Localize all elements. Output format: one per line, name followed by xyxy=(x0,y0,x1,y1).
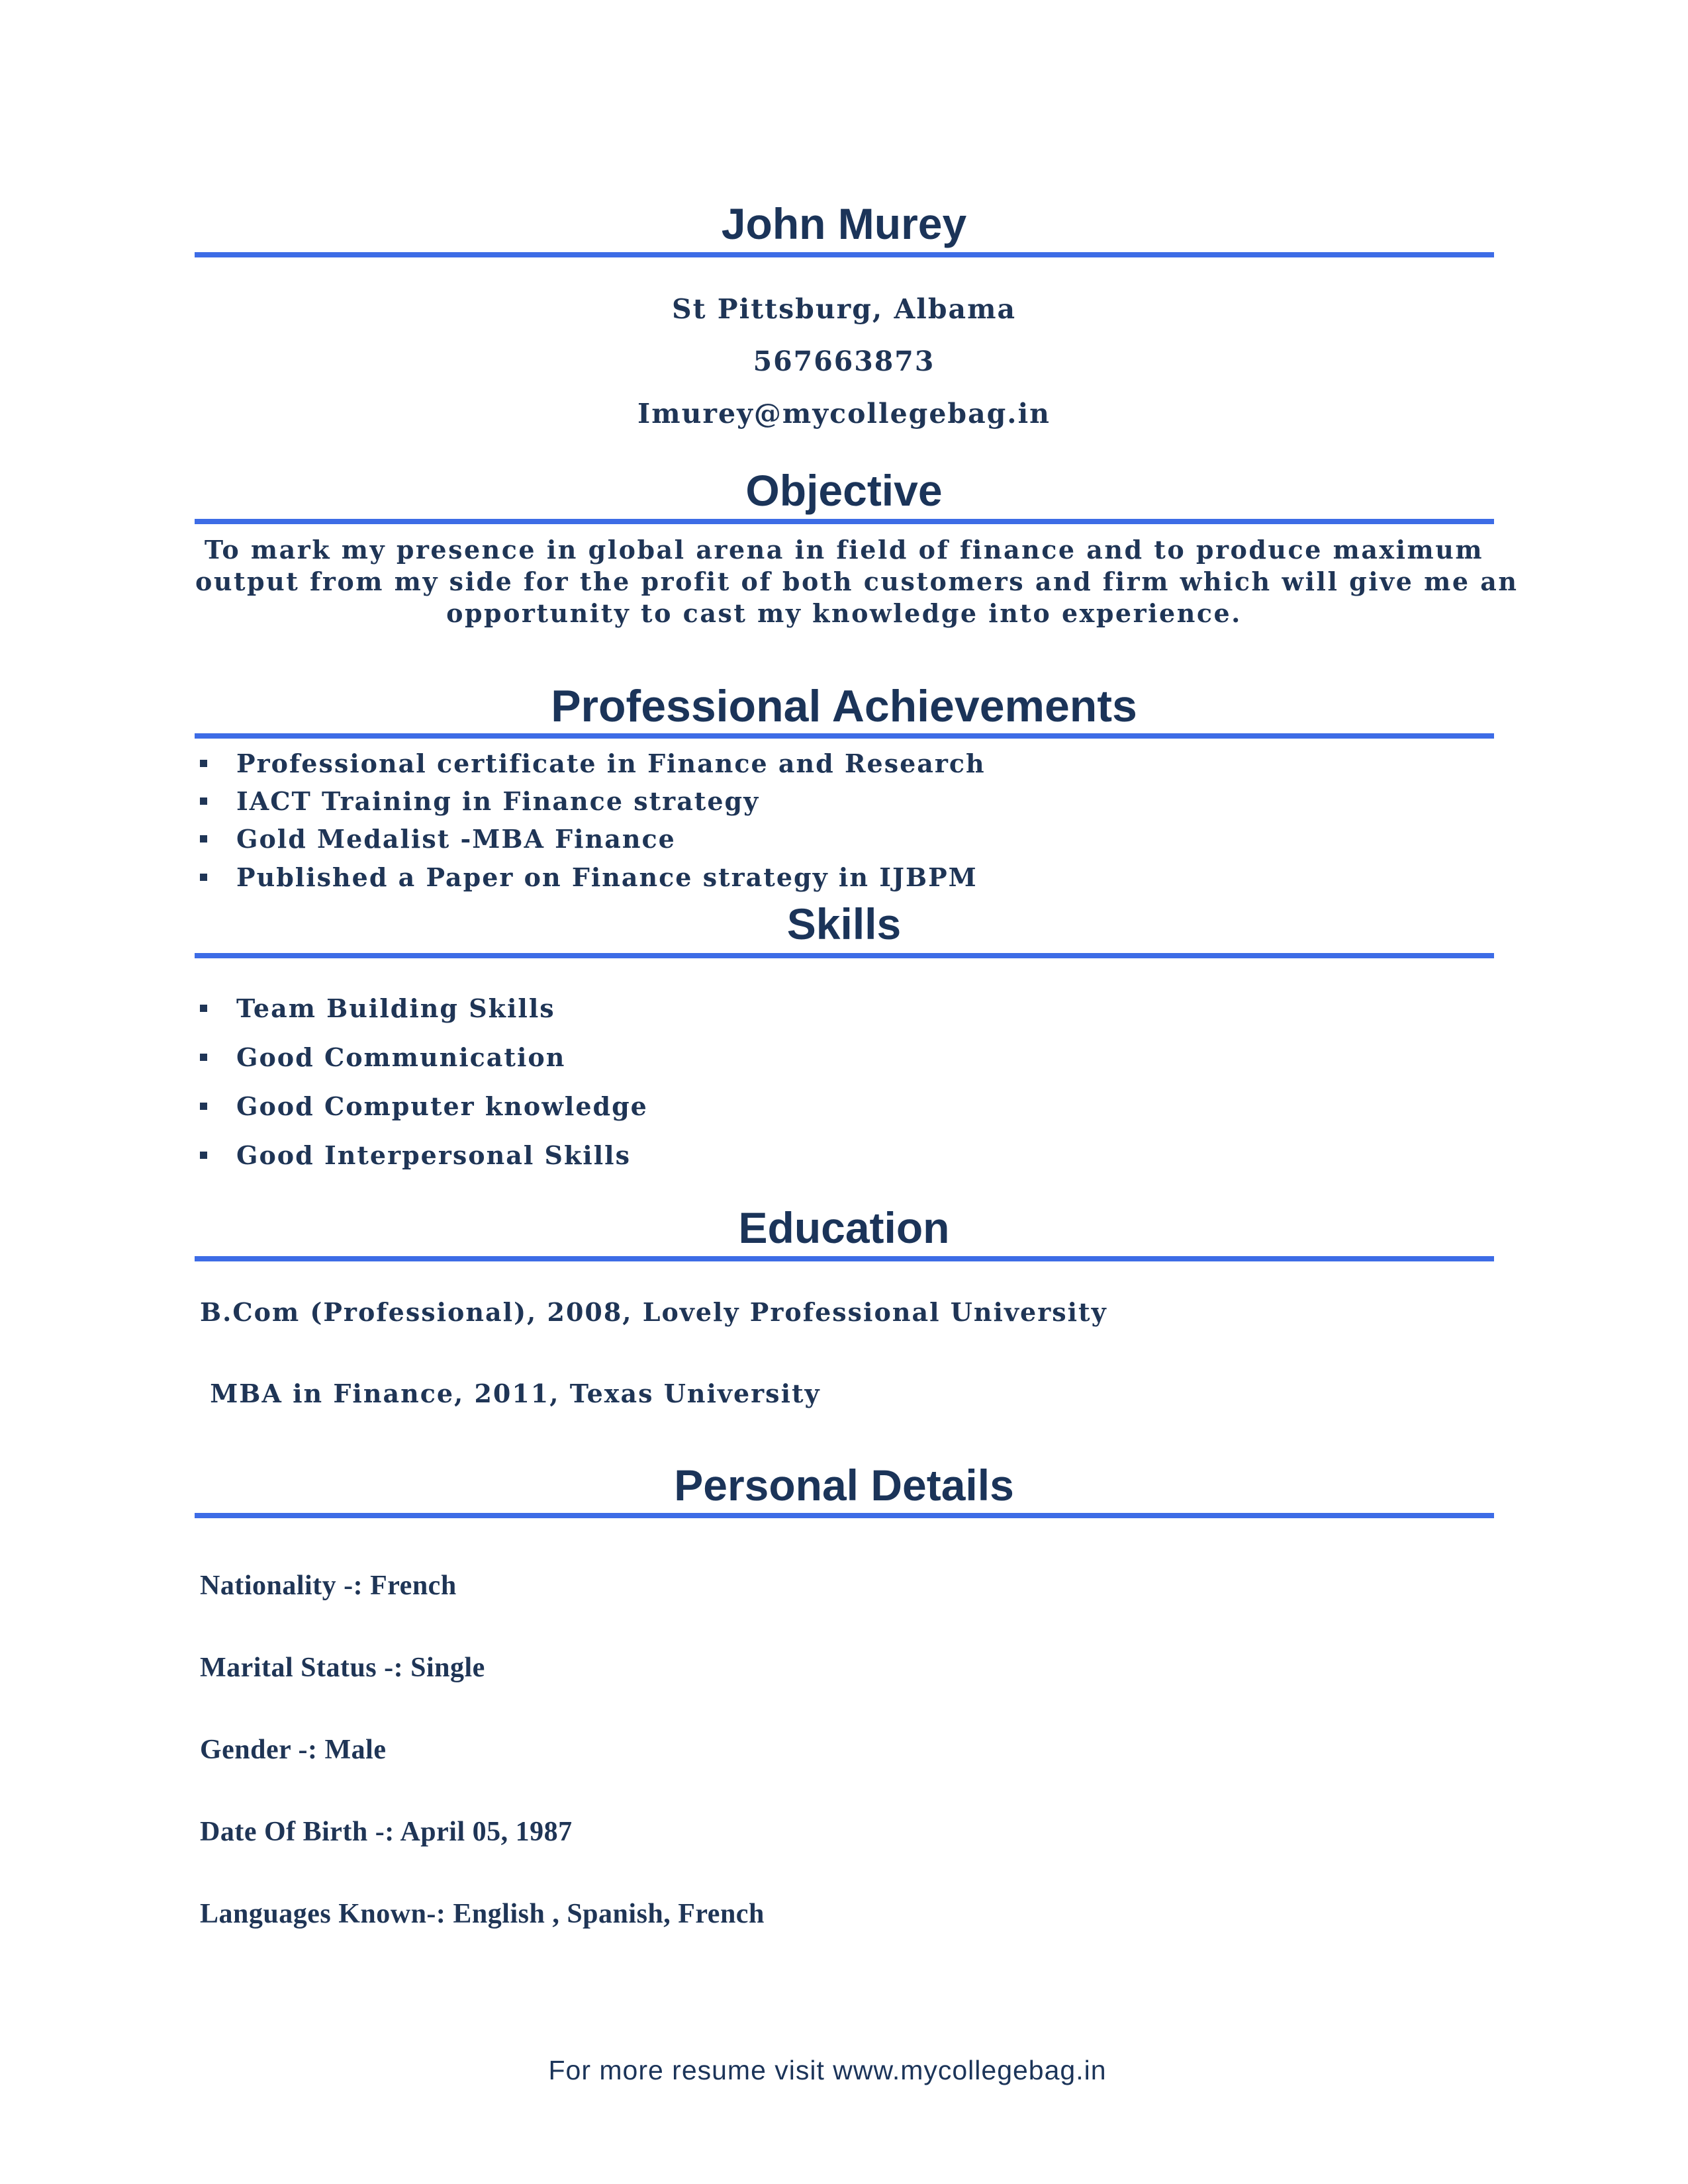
gender-detail: Gender -: Male xyxy=(200,1735,387,1765)
contact-email: Imurey@mycollegebag.in xyxy=(637,398,1051,430)
nationality-detail: Nationality -: French xyxy=(200,1570,457,1601)
name-rule xyxy=(195,252,1494,257)
languages-detail: Languages Known-: English , Spanish, French xyxy=(200,1899,765,1929)
objective-heading: Objective xyxy=(745,466,943,515)
bullet-icon xyxy=(200,797,207,805)
bullet-icon xyxy=(200,1054,207,1061)
list-item-text: Team Building Skills xyxy=(236,993,555,1023)
education-heading: Education xyxy=(738,1203,950,1252)
personal-heading: Personal Details xyxy=(674,1461,1014,1510)
bullet-icon xyxy=(200,1005,207,1012)
contact-address: St Pittsburg, Albama xyxy=(671,293,1017,325)
skills-rule xyxy=(195,953,1494,958)
list-item xyxy=(200,993,555,1024)
education-entry: B.Com (Professional), 2008, Lovely Professional University xyxy=(200,1297,1107,1327)
education-entry: MBA in Finance, 2011, Texas University xyxy=(200,1379,821,1408)
list-item xyxy=(200,786,759,817)
achievements-heading: Professional Achievements xyxy=(551,681,1137,731)
objective-rule xyxy=(195,519,1494,524)
candidate-name: John Murey xyxy=(721,199,967,248)
bullet-icon xyxy=(200,874,207,881)
achievements-rule xyxy=(195,733,1494,739)
list-item-text: Good Communication xyxy=(236,1042,566,1072)
date-of-birth-detail: Date Of Birth -: April 05, 1987 xyxy=(200,1817,573,1847)
list-item-text: Good Computer knowledge xyxy=(236,1091,648,1121)
list-item xyxy=(200,862,978,893)
marital-status-detail: Marital Status -: Single xyxy=(200,1653,485,1683)
bullet-icon xyxy=(200,835,207,842)
list-item xyxy=(200,824,676,854)
objective-line-2: output from my side for the profit of both customers and firm which will give me an xyxy=(195,567,1519,596)
list-item xyxy=(200,749,986,779)
objective-line-3: opportunity to cast my knowledge into experience. xyxy=(446,598,1242,628)
bullet-icon xyxy=(200,760,207,767)
personal-rule xyxy=(195,1513,1494,1518)
list-item xyxy=(200,1140,631,1171)
contact-phone: 567663873 xyxy=(753,345,935,377)
list-item-text: IACT Training in Finance strategy xyxy=(236,786,760,816)
list-item-text: Gold Medalist -MBA Finance xyxy=(236,824,676,854)
bullet-icon xyxy=(200,1152,207,1159)
list-item-text: Professional certificate in Finance and Research xyxy=(236,749,986,778)
list-item xyxy=(200,1091,648,1122)
list-item-text: Good Interpersonal Skills xyxy=(236,1140,631,1170)
footer-note: For more resume visit www.mycollegebag.in xyxy=(548,2055,1107,2085)
objective-line-1: To mark my presence in global arena in field of finance and to produce maximum xyxy=(204,535,1484,565)
skills-heading: Skills xyxy=(786,899,902,948)
list-item xyxy=(200,1042,565,1073)
list-item-text: Published a Paper on Finance strategy in IJBPM xyxy=(236,862,978,892)
education-rule xyxy=(195,1256,1494,1261)
bullet-icon xyxy=(200,1103,207,1110)
